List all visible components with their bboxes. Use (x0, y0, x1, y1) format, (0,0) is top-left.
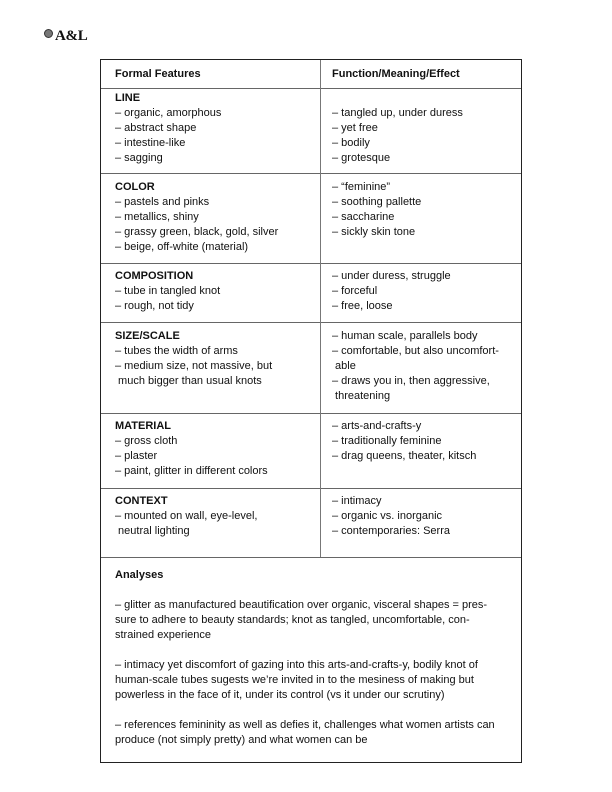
meaning-item: – free, loose (332, 300, 393, 312)
spacer (115, 583, 507, 598)
meaning-item: – drag queens, theater, kitsch (332, 450, 477, 462)
function-meaning-cell (321, 322, 521, 413)
formal-feature-cell (101, 88, 321, 173)
feature-heading: COMPOSITION (115, 270, 194, 282)
analysis-line: sure to adhere to beauty standards; knot as tangled, uncomfortable, con- (115, 614, 470, 626)
formal-feature-cell (101, 263, 321, 322)
meaning-item: – grotesque (332, 152, 391, 164)
formal-feature-cell (101, 413, 321, 488)
feature-item: – metallics, shiny (115, 211, 199, 223)
function-meaning-cell (321, 263, 521, 322)
feature-item: – tube in tangled knot (115, 285, 221, 297)
analyses-section (101, 558, 521, 748)
analyses-heading: Analyses (115, 569, 164, 581)
meaning-item: – bodily (332, 137, 370, 149)
meaning-item: – arts-and-crafts-y (332, 420, 422, 432)
analysis-line: human-scale tubes sugests we’re invited in to the mesiness of making but (115, 674, 474, 686)
feature-item: – sagging (115, 152, 163, 164)
function-meaning-cell (321, 413, 521, 488)
feature-item: – tubes the width of arms (115, 345, 238, 357)
function-meaning-cell (321, 88, 521, 173)
meaning-item: able (332, 360, 356, 372)
feature-heading: MATERIAL (115, 420, 172, 432)
table-header-row (101, 60, 521, 89)
formal-feature-cell (101, 488, 321, 557)
analysis-line: strained experience (115, 629, 212, 641)
feature-item: – grassy green, black, gold, silver (115, 226, 279, 238)
feature-heading: LINE (115, 92, 141, 104)
meaning-item: – contemporaries: Serra (332, 525, 450, 537)
feature-item: – plaster (115, 450, 158, 462)
feature-item: – gross cloth (115, 435, 178, 447)
analysis-line: – glitter as manufactured beautification over organic, visceral shapes = pres- (115, 599, 488, 611)
header-function-meaning-effect: Function/Meaning/Effect (332, 68, 460, 80)
logo-mark-icon (44, 29, 53, 38)
meaning-item (332, 91, 521, 106)
formal-analysis-table (100, 59, 522, 763)
feature-heading: COLOR (115, 181, 155, 193)
table-row (101, 413, 521, 489)
feature-heading: CONTEXT (115, 495, 168, 507)
formal-feature-cell (101, 173, 321, 263)
meaning-item: threatening (332, 390, 391, 402)
meaning-item: – tangled up, under duress (332, 107, 463, 119)
analysis-paragraph (115, 718, 507, 748)
table-row (101, 322, 521, 414)
meaning-item: – under duress, struggle (332, 270, 451, 282)
table-row (101, 263, 521, 323)
meaning-item: – saccharine (332, 211, 395, 223)
header-formal-features: Formal Features (101, 60, 321, 88)
feature-item: – medium size, not massive, but (115, 360, 273, 372)
meaning-item: – yet free (332, 122, 378, 134)
feature-heading: SIZE/SCALE (115, 330, 180, 342)
meaning-item: – draws you in, then aggressive, (332, 375, 490, 387)
logo-text: A&L (55, 28, 88, 44)
meaning-item: – human scale, parallels body (332, 330, 478, 342)
analysis-paragraph (115, 598, 507, 643)
feature-item: – beige, off-white (material) (115, 241, 249, 253)
function-meaning-cell (321, 173, 521, 263)
table-row (101, 488, 521, 558)
meaning-item: – intimacy (332, 495, 382, 507)
analysis-line: powerless in the face of it, under its control (vs it under our scrutiny) (115, 689, 445, 701)
function-meaning-cell (321, 488, 521, 557)
feature-item: much bigger than usual knots (115, 375, 262, 387)
formal-feature-cell (101, 322, 321, 413)
feature-item: – intestine-like (115, 137, 186, 149)
table-row (101, 88, 521, 174)
meaning-item: – comfortable, but also uncomfort- (332, 345, 499, 357)
analysis-line: produce (not simply pretty) and what women can be (115, 734, 368, 746)
feature-item: – pastels and pinks (115, 196, 210, 208)
table-row (101, 173, 521, 264)
meaning-item: – forceful (332, 285, 378, 297)
analysis-line: – references femininity as well as defies it, challenges what women artists can (115, 719, 495, 731)
meaning-item: – “feminine” (332, 181, 391, 193)
meaning-item: – organic vs. inorganic (332, 510, 443, 522)
analysis-paragraph (115, 658, 507, 703)
feature-item: – abstract shape (115, 122, 197, 134)
spacer (115, 643, 507, 658)
analysis-line: – intimacy yet discomfort of gazing into this arts-and-crafts-y, bodily knot of (115, 659, 478, 671)
spacer (115, 703, 507, 718)
meaning-item: – sickly skin tone (332, 226, 416, 238)
feature-item: – rough, not tidy (115, 300, 194, 312)
feature-item: neutral lighting (115, 525, 190, 537)
feature-item: – organic, amorphous (115, 107, 222, 119)
feature-item: – mounted on wall, eye-level, (115, 510, 258, 522)
meaning-item: – traditionally feminine (332, 435, 442, 447)
feature-item: – paint, glitter in different colors (115, 465, 268, 477)
logo (44, 28, 87, 45)
meaning-item: – soothing pallette (332, 196, 422, 208)
